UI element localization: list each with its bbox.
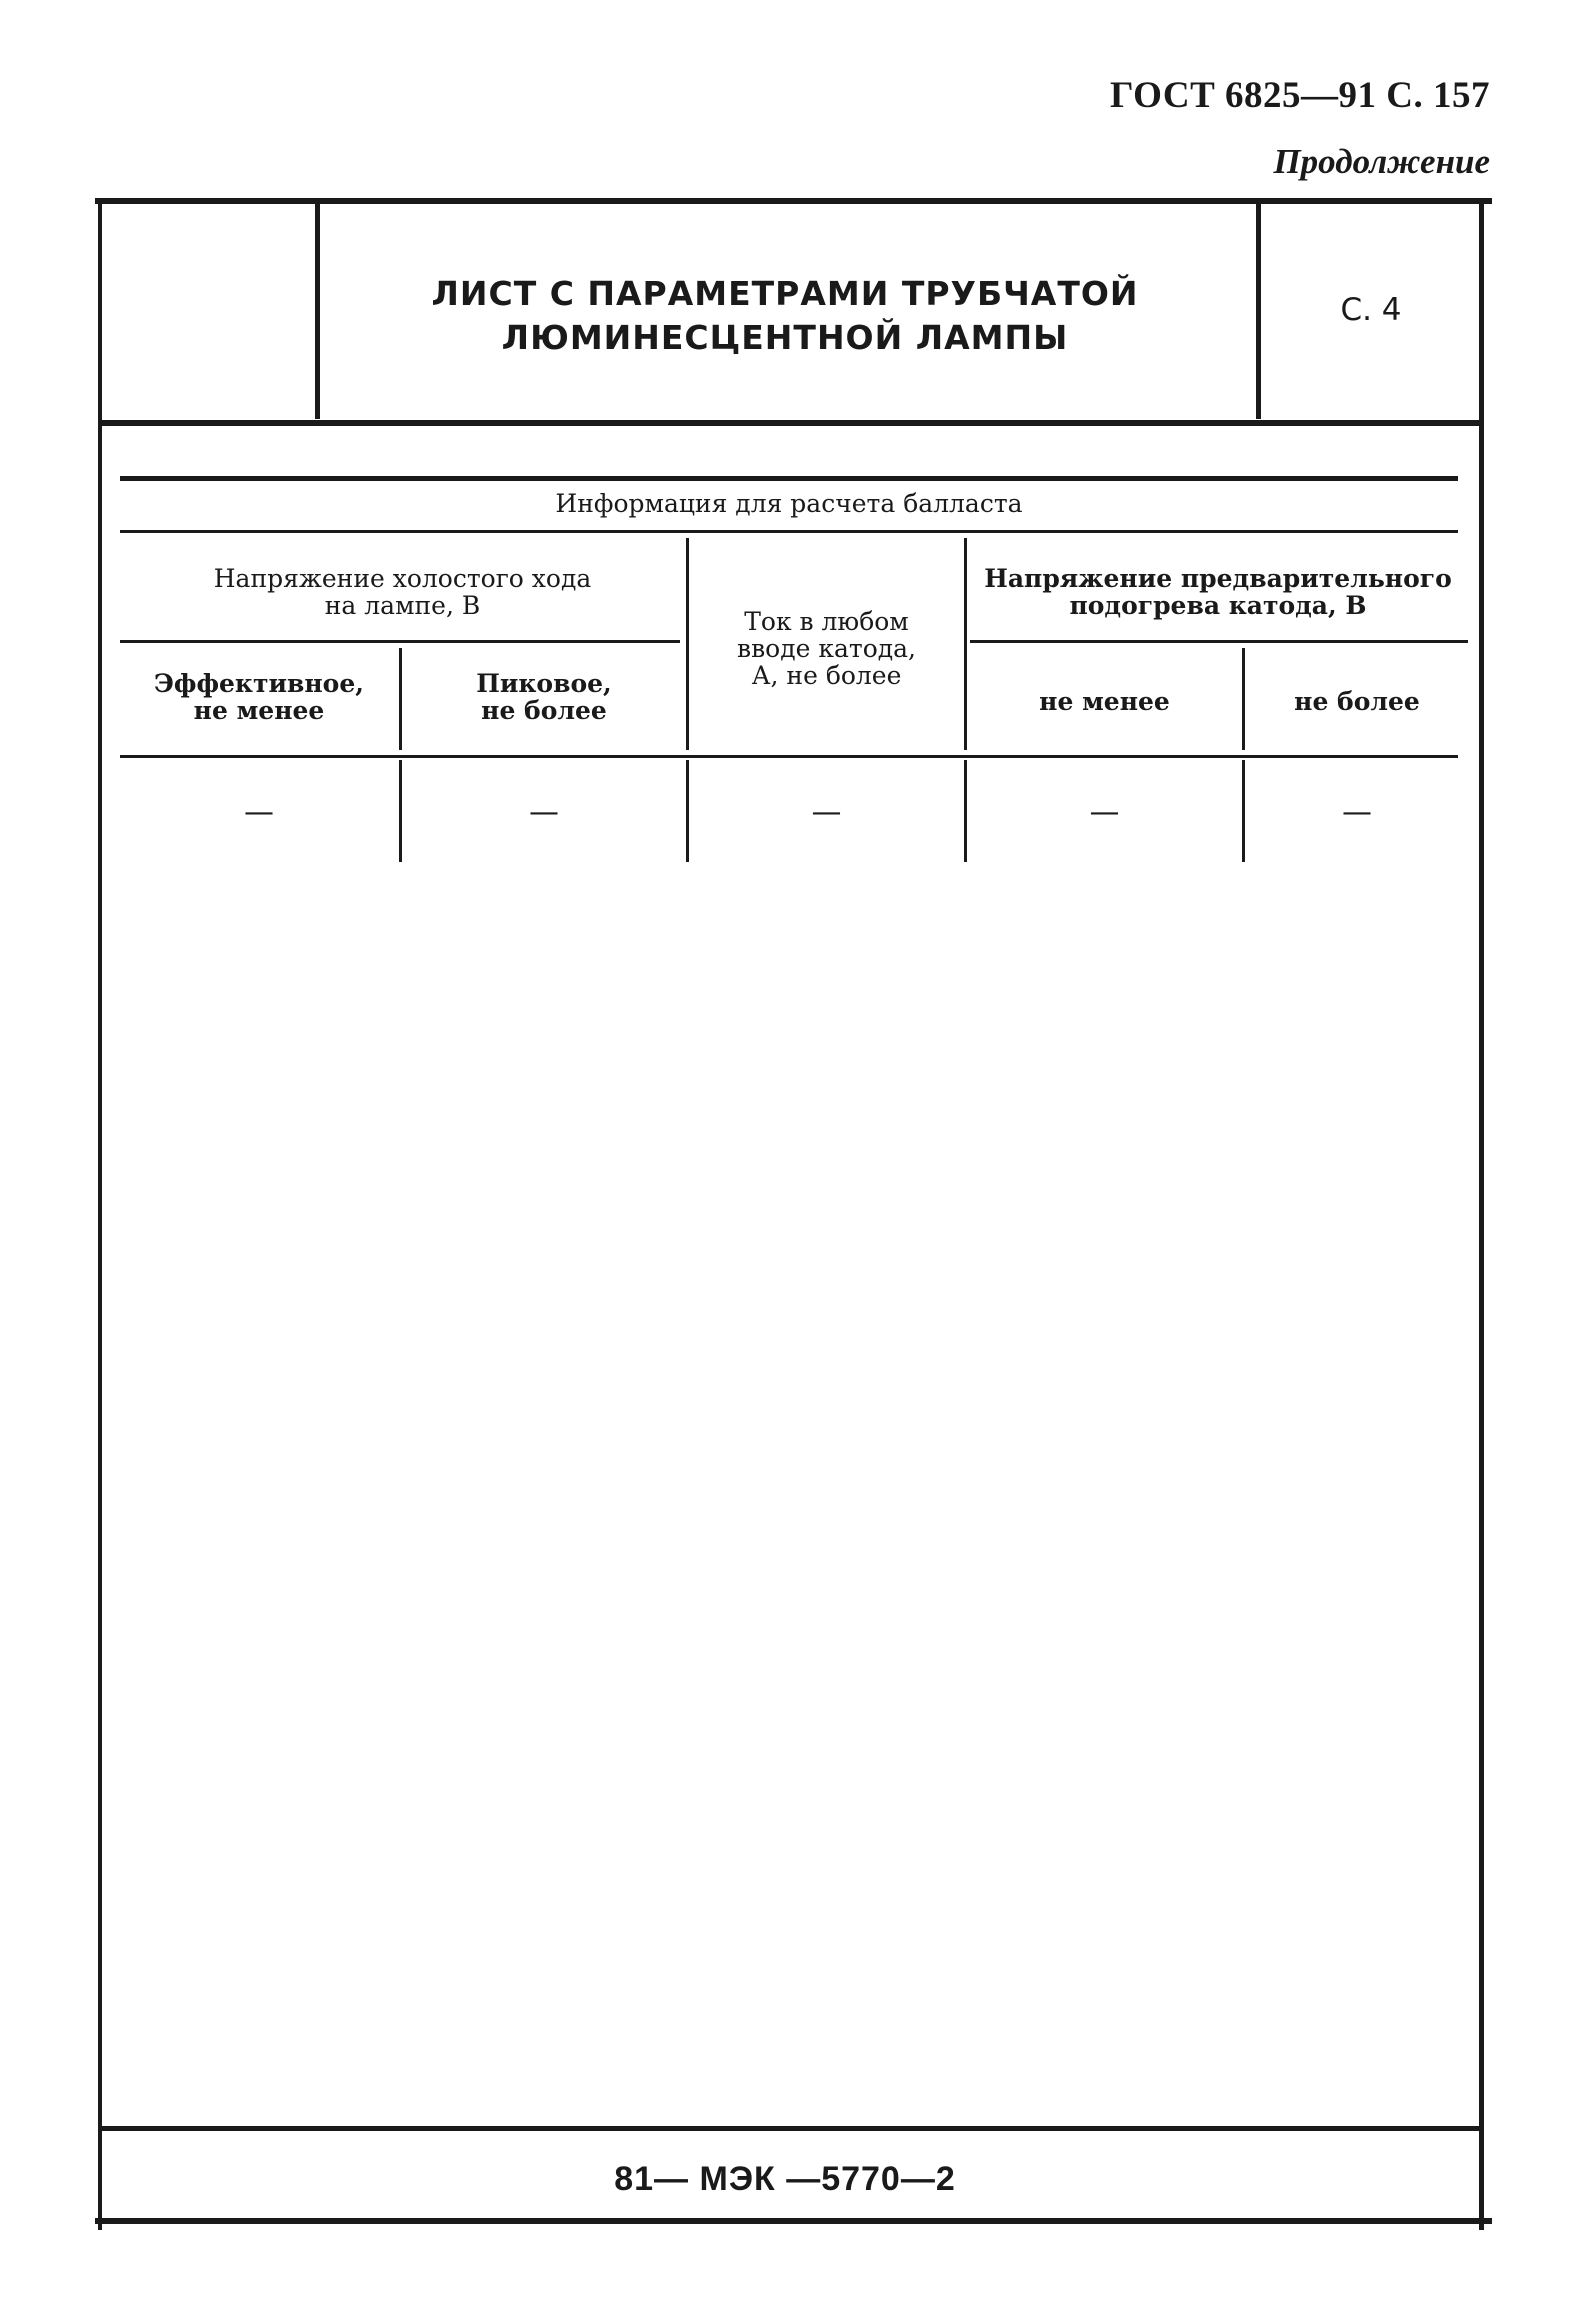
frame-top-rule [95,198,1492,204]
open-circuit-voltage-header-line-1: Напряжение холостого хода [213,564,592,593]
col-divider-4-header [1242,648,1245,750]
frame-bottom-rule [95,2218,1492,2224]
title-block-bottom-rule [102,420,1480,426]
peak-column-header [403,670,685,724]
table-cell-cathode-current: — [811,795,842,830]
sheet-title [330,272,1240,360]
continuation-label: Продолжение [1273,142,1490,181]
caption-bottom-rule [120,530,1458,533]
cathode-current-header-line-3: А, не более [751,661,902,690]
preheat-max-column-header: не более [1294,687,1420,716]
sheet-number: С. 4 [1340,292,1402,328]
title-block-divider-right [1256,204,1261,419]
effective-column-header-line-1: Эффективное, [154,669,364,698]
preheat-group-rule [970,640,1468,643]
sheet-title-line-2: ЛЮМИНЕСЦЕНТНОЙ ЛАМПЫ [501,318,1069,357]
table-caption: Информация для расчета балласта [555,489,1023,518]
footer-rule [102,2126,1480,2131]
preheat-voltage-header-line-1: Напряжение предварительного [984,564,1452,593]
effective-column-header [120,670,398,724]
title-block-divider-left [315,204,320,419]
col-divider-2-body [686,760,689,862]
table-top-rule [120,476,1458,481]
col-divider-1-body [399,760,402,862]
cathode-current-column-header [690,608,963,689]
col-divider-1-header [399,648,402,750]
open-circuit-voltage-header [120,565,685,619]
preheat-voltage-header [968,565,1468,619]
peak-column-header-line-1: Пиковое, [476,669,612,698]
document-designation: 81— МЭК —5770—2 [614,2160,956,2198]
cathode-current-header-line-2: вводе катода, [737,634,916,663]
effective-column-header-line-2: не менее [193,696,325,725]
sheet-title-line-1: ЛИСТ С ПАРАМЕТРАМИ ТРУБЧАТОЙ [431,274,1139,313]
table-cell-preheat-min: — [1089,795,1120,830]
peak-column-header-line-2: не более [481,696,607,725]
preheat-min-column-header: не менее [1039,687,1170,716]
table-cell-effective: — [244,795,274,830]
standard-reference: ГОСТ 6825—91 С. 157 [1110,75,1490,116]
table-cell-preheat-max: — [1342,795,1372,830]
col-divider-3-body [964,760,967,862]
header-bottom-rule [120,755,1458,758]
col-divider-2-header [686,538,689,750]
col-divider-3-header [964,538,967,750]
preheat-voltage-header-line-2: подогрева катода, В [1069,591,1367,620]
cathode-current-header-line-1: Ток в любом [744,607,909,636]
open-circuit-voltage-header-line-2: на лампе, В [324,591,481,620]
col-divider-4-body [1242,760,1245,862]
open-circuit-group-rule [120,640,680,643]
frame-right-rule [1479,198,1484,2230]
frame-left-rule [98,198,102,2230]
table-cell-peak: — [529,795,559,830]
